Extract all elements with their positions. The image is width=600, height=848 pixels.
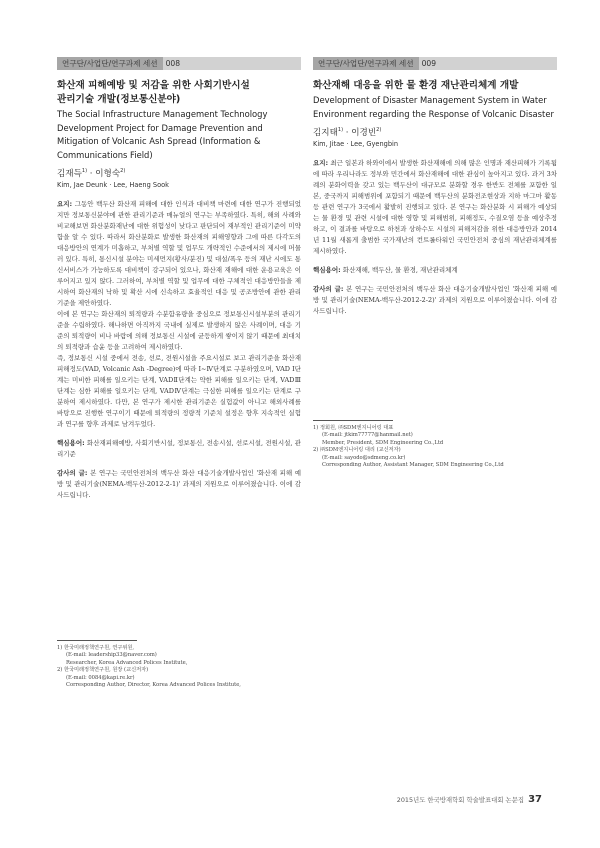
authors-en: Kim, Jae Deunk · Lee, Haeng Sook	[57, 180, 169, 189]
abstract	[57, 199, 301, 430]
footnote-2-no: 2)	[57, 667, 63, 674]
footer-text: 2015년도 한국방재학회 학술발표대회 논문집	[396, 796, 525, 804]
footnote-1-line-2: (E-mail: jtkim77777@hanmail.net)	[322, 432, 413, 439]
authors-ko	[313, 124, 557, 139]
ack-text: 본 연구는 국민안전처의 백두산 화산 대응기술개발사업인 '화산재 피해 예방 및 관리기술(NEMA-백두산-2012-2-1)' 과제의 지원으로 이루어졌습니다. 이에 감사드립니다.	[57, 468, 301, 499]
author-2-footnote-mark: 2)	[120, 168, 126, 174]
section-tab	[313, 57, 557, 70]
footnote-1-no: 1)	[57, 645, 63, 651]
author-1-footnote-mark: 1)	[81, 168, 88, 174]
article-title-en: Development of Disaster Management System in Water Environment regarding the Response of Volcanic Disaster	[313, 95, 554, 119]
section-label: 연구단/사업단/연구과제 세션	[313, 57, 419, 70]
right-article	[313, 57, 557, 317]
footnote-1-line-2: (E-mail: leadership33@naver.com)	[66, 652, 157, 659]
keywords	[57, 438, 301, 460]
section-number: 009	[421, 59, 437, 68]
keywords-text: 화산재피해예방, 사회기반시설, 정보통신, 전송시설, 선로시설, 전원시설, 관리기준	[57, 438, 301, 458]
footnote-2-line-2: (E-mail: 0084@kapi.re.kr)	[66, 674, 135, 681]
abstract-text-1: 그동안 백두산 화산재 피해에 대한 인식과 대비책 마련에 대한 연구가 진행되었지만 정보통신분야에 관한 관리기준과 매뉴얼의 연구는 부족하였다. 특히, 해외 사례와 비교해보면 화산분화재난에 대한 위험성이 낮다고 판단되어 재부적인 관리기준이 미약함을 알 수 있다. 따라서 화산분화로 발생한 화산재의 피해영향과 그에 따른 다각도의 대응방안의 연계가 미흡하고, 부처별 역할 및 업무도 개략적인 수준에서의 제시에 머물러 있다. 특히, 통신시설 분야는 미세먼지(황사/분진) 및 대설/폭우 등의 재난 시에도 통신서비스가 가능하도록 대비책이 강구되어 있으나, 화산재 재해에 대한 운용교육은 이루어지고 있지 않다. 그러하여, 부처별 역할 및 업무에 대한 구체적인 대응방안들을 제시하여 화산재의 낙하 및 확산 시에 신속하고 효율적인 대응 및 공조방안에 관한 관리기준을 제안하였다.	[57, 199, 301, 307]
acknowledgement	[57, 468, 301, 501]
footnote-2-line-1	[57, 667, 301, 674]
author-separator: · 이경빈	[343, 127, 377, 138]
abstract	[313, 158, 557, 257]
left-article	[57, 57, 301, 501]
author-1-footnote-mark: 1)	[337, 127, 344, 133]
keywords-label: 핵심용어:	[313, 265, 341, 274]
footnote-2	[57, 667, 301, 689]
author-2-footnote-mark: 2)	[376, 127, 382, 133]
footnote-1	[313, 425, 557, 447]
section-number: 008	[165, 59, 181, 68]
keywords-label: 핵심용어:	[57, 438, 85, 447]
page-footer	[397, 794, 542, 805]
title-ko-line-2: 관리기술 개발(정보통신분야)	[57, 94, 181, 105]
section-tab	[57, 57, 301, 70]
footnote-1-no: 1)	[313, 425, 319, 431]
author-separator: · 이형숙	[87, 168, 121, 179]
abstract-paragraph-3: 즉, 정보통신 시설 중에서 전송, 선로, 전원시설을 주요시설로 보고 관리기준을 화산재 피해정도(VAD, Volcanic Ash -Degree)에 따라 Ⅰ~Ⅳ단계로 구분하였으며, VAD Ⅰ단계는 미비한 피해를 일으키는 단계, VADⅡ단계는 약한 피해를 일으키는 단계, VADⅢ단계는 심한 피해를 일으키는 단계, VADⅣ단계는 극심한 피해를 일으키는 단계로 구분하여 제시하였다. 다만, 본 연구가 제시한 관리기준은 실험값이 아니고 해외사례를 바탕으로 진행한 연구이기 때문에 퇴적량의 정량적 기준치 설정은 향후 지속적인 실험과 연구를 향후 과제로 남겨두었다.	[57, 353, 301, 428]
abstract-paragraph-1	[313, 158, 557, 257]
footnote-2-text-1: 한국미래정책연구원, 원장 (교신저자)	[63, 667, 149, 674]
author-1: 김재득	[57, 168, 82, 179]
page-number: 37	[528, 794, 542, 805]
article-title-en: The Social Infrastructure Management Technology Development Project for Damage Prevention and Mitigation of Volcanic Ash Spread (Information & Communications Field)	[57, 109, 268, 160]
footnote-divider	[313, 420, 393, 421]
footnote-2-text-1: ㈜SDM엔지니어링 대리 (교신저자)	[319, 447, 401, 454]
title-ko-line-1: 화산재 피해예방 및 저감을 위한 사회기반시설	[57, 80, 250, 91]
abstract-label: 요지:	[313, 158, 329, 167]
footnote-2-line-2: (E-mail: sayodo@sdmeng.co.kr)	[322, 454, 406, 461]
footnote-1-text-1: 정회원, ㈜SDM엔지니어링 대표	[319, 425, 394, 431]
abstract-paragraph-2: 이에 본 연구는 화산재의 퇴적량과 수분함유량을 중심으로 정보통신시설부분의 관리기준을 수립하였다. 해나하면 아직까지 국내에 실제로 발생하지 않은 사례이며, 대응 기준의 퇴적량이 비나 바람에 의해 정보통신 시설에 균등하게 쌓이지 않기 때문에 최대치의 퇴적량과 습윤 등을 고려하여 제시하였다.	[57, 309, 301, 351]
footnote-divider	[57, 640, 137, 641]
right-footnotes	[313, 425, 557, 469]
title-ko-line-1: 화산재해 대응을 위한 물 환경 재난관리체계 개발	[313, 80, 519, 91]
acknowledgement	[313, 284, 557, 317]
footnote-2-line-3: Corresponding Author, Director, Korea Advanced Polices Institute,	[66, 682, 241, 689]
keywords-text: 화산재해, 백두산, 물 환경, 재난관리체계	[340, 265, 458, 274]
footnote-1-line-3: Member, President, SDM Engineering Co.,Ltd	[322, 439, 444, 446]
abstract-text-1: 최근 일본과 하와이에서 발생한 화산재해에 의해 많은 인명과 재산피해가 기록됨에 따라 우리나라도 정부와 민간에서 화산재해에 대한 관심이 높아지고 있다. 과거 3차례의 분화이력을 갖고 있는 백두산이 대규모로 분화할 경우 한반도 전체를 포함한 일본, 중국까지 피해범위에 포함되기 때문에 백두산의 분화전조현상과 지하 마그마 활동 등 관련 연구가 3국에서 활발히 진행되고 있다. 본 연구는 화산분화 시 피해가 예상되는 물 환경 및 관련 시설에 대한 영향 및 피해범위, 피해정도, 수질오염 등을 예상추정하고, 이 결과를 바탕으로 하천과 상하수도 시설의 피해저감을 위한 대응방안과 2014년 11월 새롭게 출범한 국가재난의 컨트롤타워인 국민안전처 중심의 재난관리체계를 제시하였다.	[313, 158, 557, 255]
keywords	[313, 265, 557, 276]
abstract-paragraph-1	[57, 199, 301, 309]
authors-ko	[57, 165, 301, 180]
left-footnotes	[57, 645, 301, 689]
footnote-2	[313, 447, 557, 469]
article-title-ko	[57, 79, 301, 107]
ack-label: 감사의 글:	[313, 284, 344, 293]
footnote-2-line-3: Corresponding Author, Assistant Manager, SDM Engineering Co.,Ltd	[322, 462, 504, 469]
ack-text: 본 연구는 국민안전처의 백두산 화산 대응기술개발사업인 '화산재 피해 예방 및 관리기술(NEMA-백두산-2012-2-2)' 과제의 지원으로 이루어졌습니다. 이에 감사드립니다.	[313, 284, 557, 315]
section-label: 연구단/사업단/연구과제 세션	[57, 57, 163, 70]
footnote-2-no: 2)	[313, 447, 319, 454]
article-title-ko	[313, 79, 557, 93]
footnote-2-line-1	[313, 447, 557, 454]
footnote-1	[57, 645, 301, 667]
ack-label: 감사의 글:	[57, 468, 88, 477]
abstract-label: 요지:	[57, 199, 73, 208]
footnote-1-text-1: 한국미래정책연구원, 연구위원,	[63, 645, 135, 651]
authors-en: Kim, Jitae · Lee, Gyengbin	[313, 139, 399, 148]
footnote-1-line-3: Researcher, Korea Advanced Polices Institute,	[66, 659, 188, 666]
author-1: 김지태	[313, 127, 338, 138]
